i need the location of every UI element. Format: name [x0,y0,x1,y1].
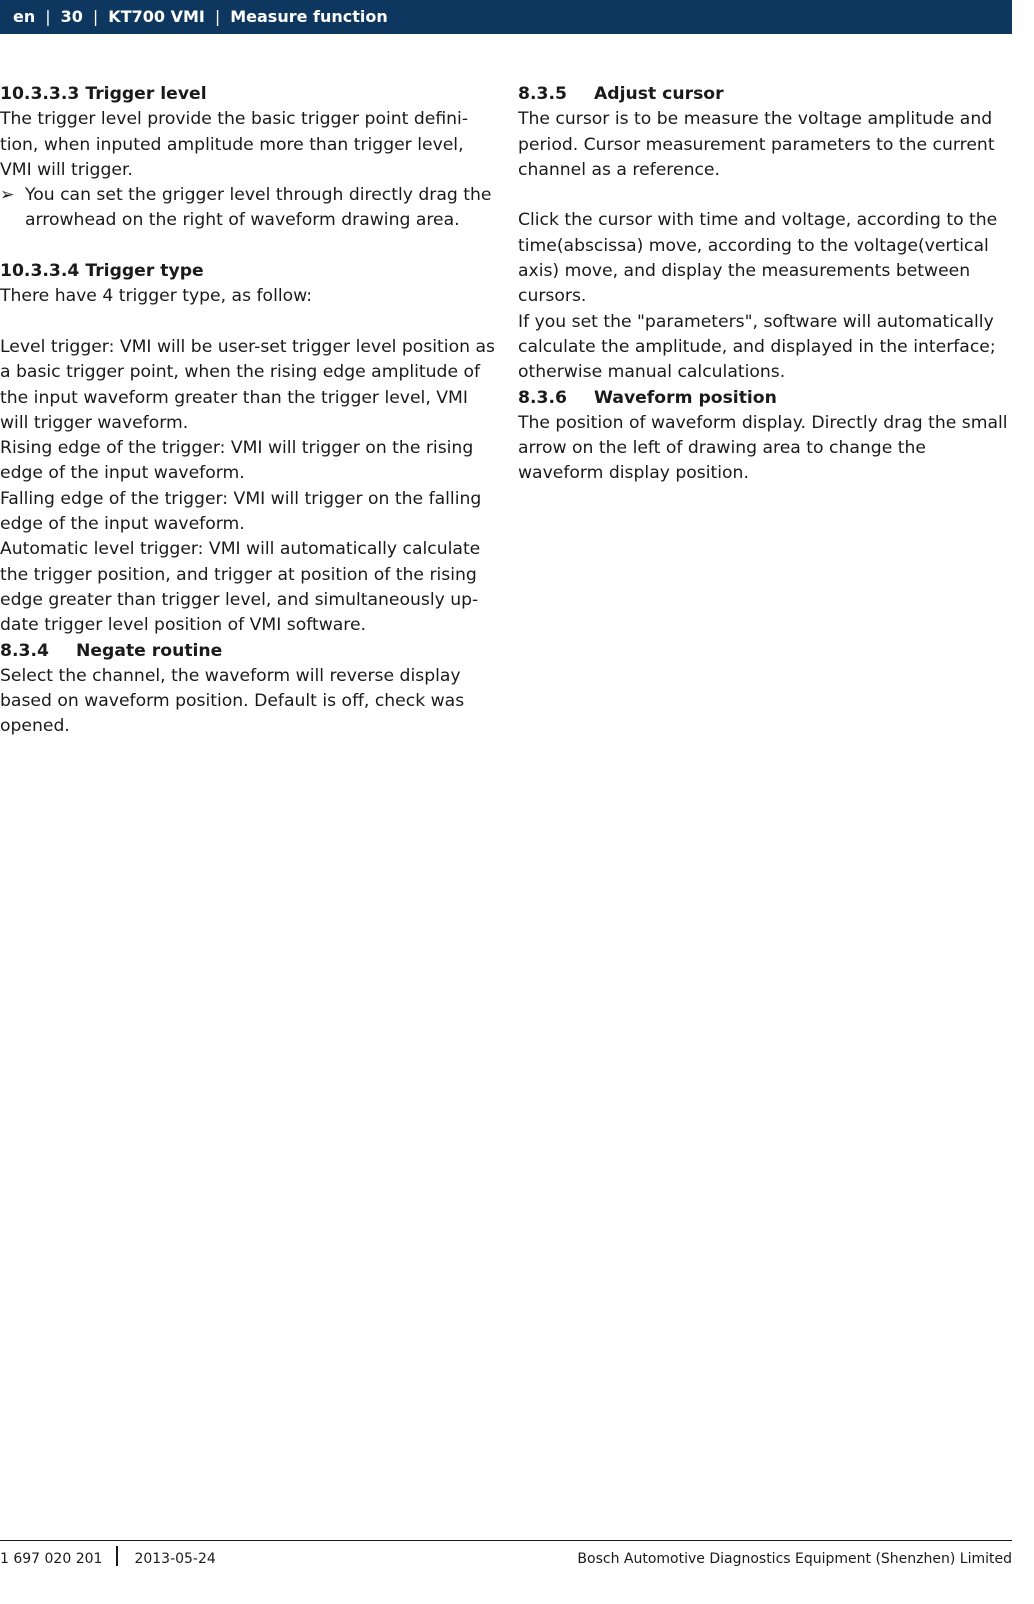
section-waveform-position [518,386,1012,487]
header-separator: | [214,7,221,26]
section-number: 8.3.5 [518,84,567,104]
section-number: 8.3.6 [518,387,567,408]
section-heading: 10.3.3.4 Trigger type [0,261,204,282]
page-header [0,0,1012,34]
bullet-arrow-icon: ➢ [0,185,15,206]
section-negate-routine [0,639,500,740]
section-intro: There have 4 trigger type, as follow: [0,286,313,307]
header-language: en [13,7,36,26]
header-product: KT700 VMI [108,7,205,26]
section-heading [0,639,500,664]
section-adjust-cursor [518,82,1012,183]
left-column [0,82,500,765]
rising-edge-paragraph: Rising edge of the trigger: VMI will trigger on the rising edge of the input waveform. [0,438,474,484]
footer-separator [116,1546,118,1566]
section-trigger-level [0,82,500,234]
footer-company: Bosch Automotive Diagnostics Equipment (Shenzhen) Limited [577,1551,1012,1567]
section-heading: 10.3.3.3 Trigger level [0,84,207,104]
document-date: 2013-05-24 [134,1551,216,1567]
section-body: The position of waveform display. Directly drag the small arrow on the left of drawing area to change the waveform display position. [518,412,1008,484]
cursor-parameters-paragraph: If you set the "parameters", software will automatically calculate the amplitude, and displayed in the interface; otherwise manual calculations. [518,311,996,383]
section-body: Select the channel, the waveform will reverse display based on waveform position. Default is off, check was opened. [0,665,465,737]
right-column [518,82,1012,512]
section-heading [518,386,1012,411]
header-separator: | [45,7,51,26]
section-title: Waveform position [594,387,777,408]
section-body: The cursor is to be measure the voltage amplitude and period. Cursor measurement parameters to the current channel as a reference. [518,109,995,180]
section-trigger-type [0,259,500,310]
falling-edge-paragraph: Falling edge of the trigger: VMI will trigger on the falling edge of the input waveform. [0,488,482,535]
header-section: Measure function [230,7,388,26]
header-separator: | [92,7,99,26]
bullet-text: You can set the grigger level through directly drag the arrowhead on the right of waveform drawing area. [25,185,492,231]
section-title: Negate routine [76,640,223,661]
footer-left [0,1549,216,1569]
header-page-number: 30 [60,7,83,26]
section-heading [518,82,1012,107]
section-number: 8.3.4 [0,640,49,661]
footer-divider [0,1540,1012,1541]
automatic-trigger-paragraph: Automatic level trigger: VMI will automatically calculate the trigger position, and trigger at position of the rising edge greater than trigger level, and simultaneously up-date trigger level position of VMI software. [0,539,481,636]
section-body: The trigger level provide the basic trigger point defini-tion, when inputed amplitude more than trigger level, VMI will trigger. [0,109,469,180]
document-number: 1 697 020 201 [0,1551,103,1567]
cursor-move-paragraph: Click the cursor with time and voltage, according to the time(abscissa) move, according to the voltage(vertical axis) move, and display the measurements between cursors. [518,210,998,307]
bullet-item [0,183,500,234]
level-trigger-paragraph: Level trigger: VMI will be user-set trigger level position as a basic trigger point, when the rising edge amplitude of the input waveform greater than the trigger level, VMI will trigger waveform. [0,336,495,433]
section-title: Adjust cursor [594,84,724,104]
